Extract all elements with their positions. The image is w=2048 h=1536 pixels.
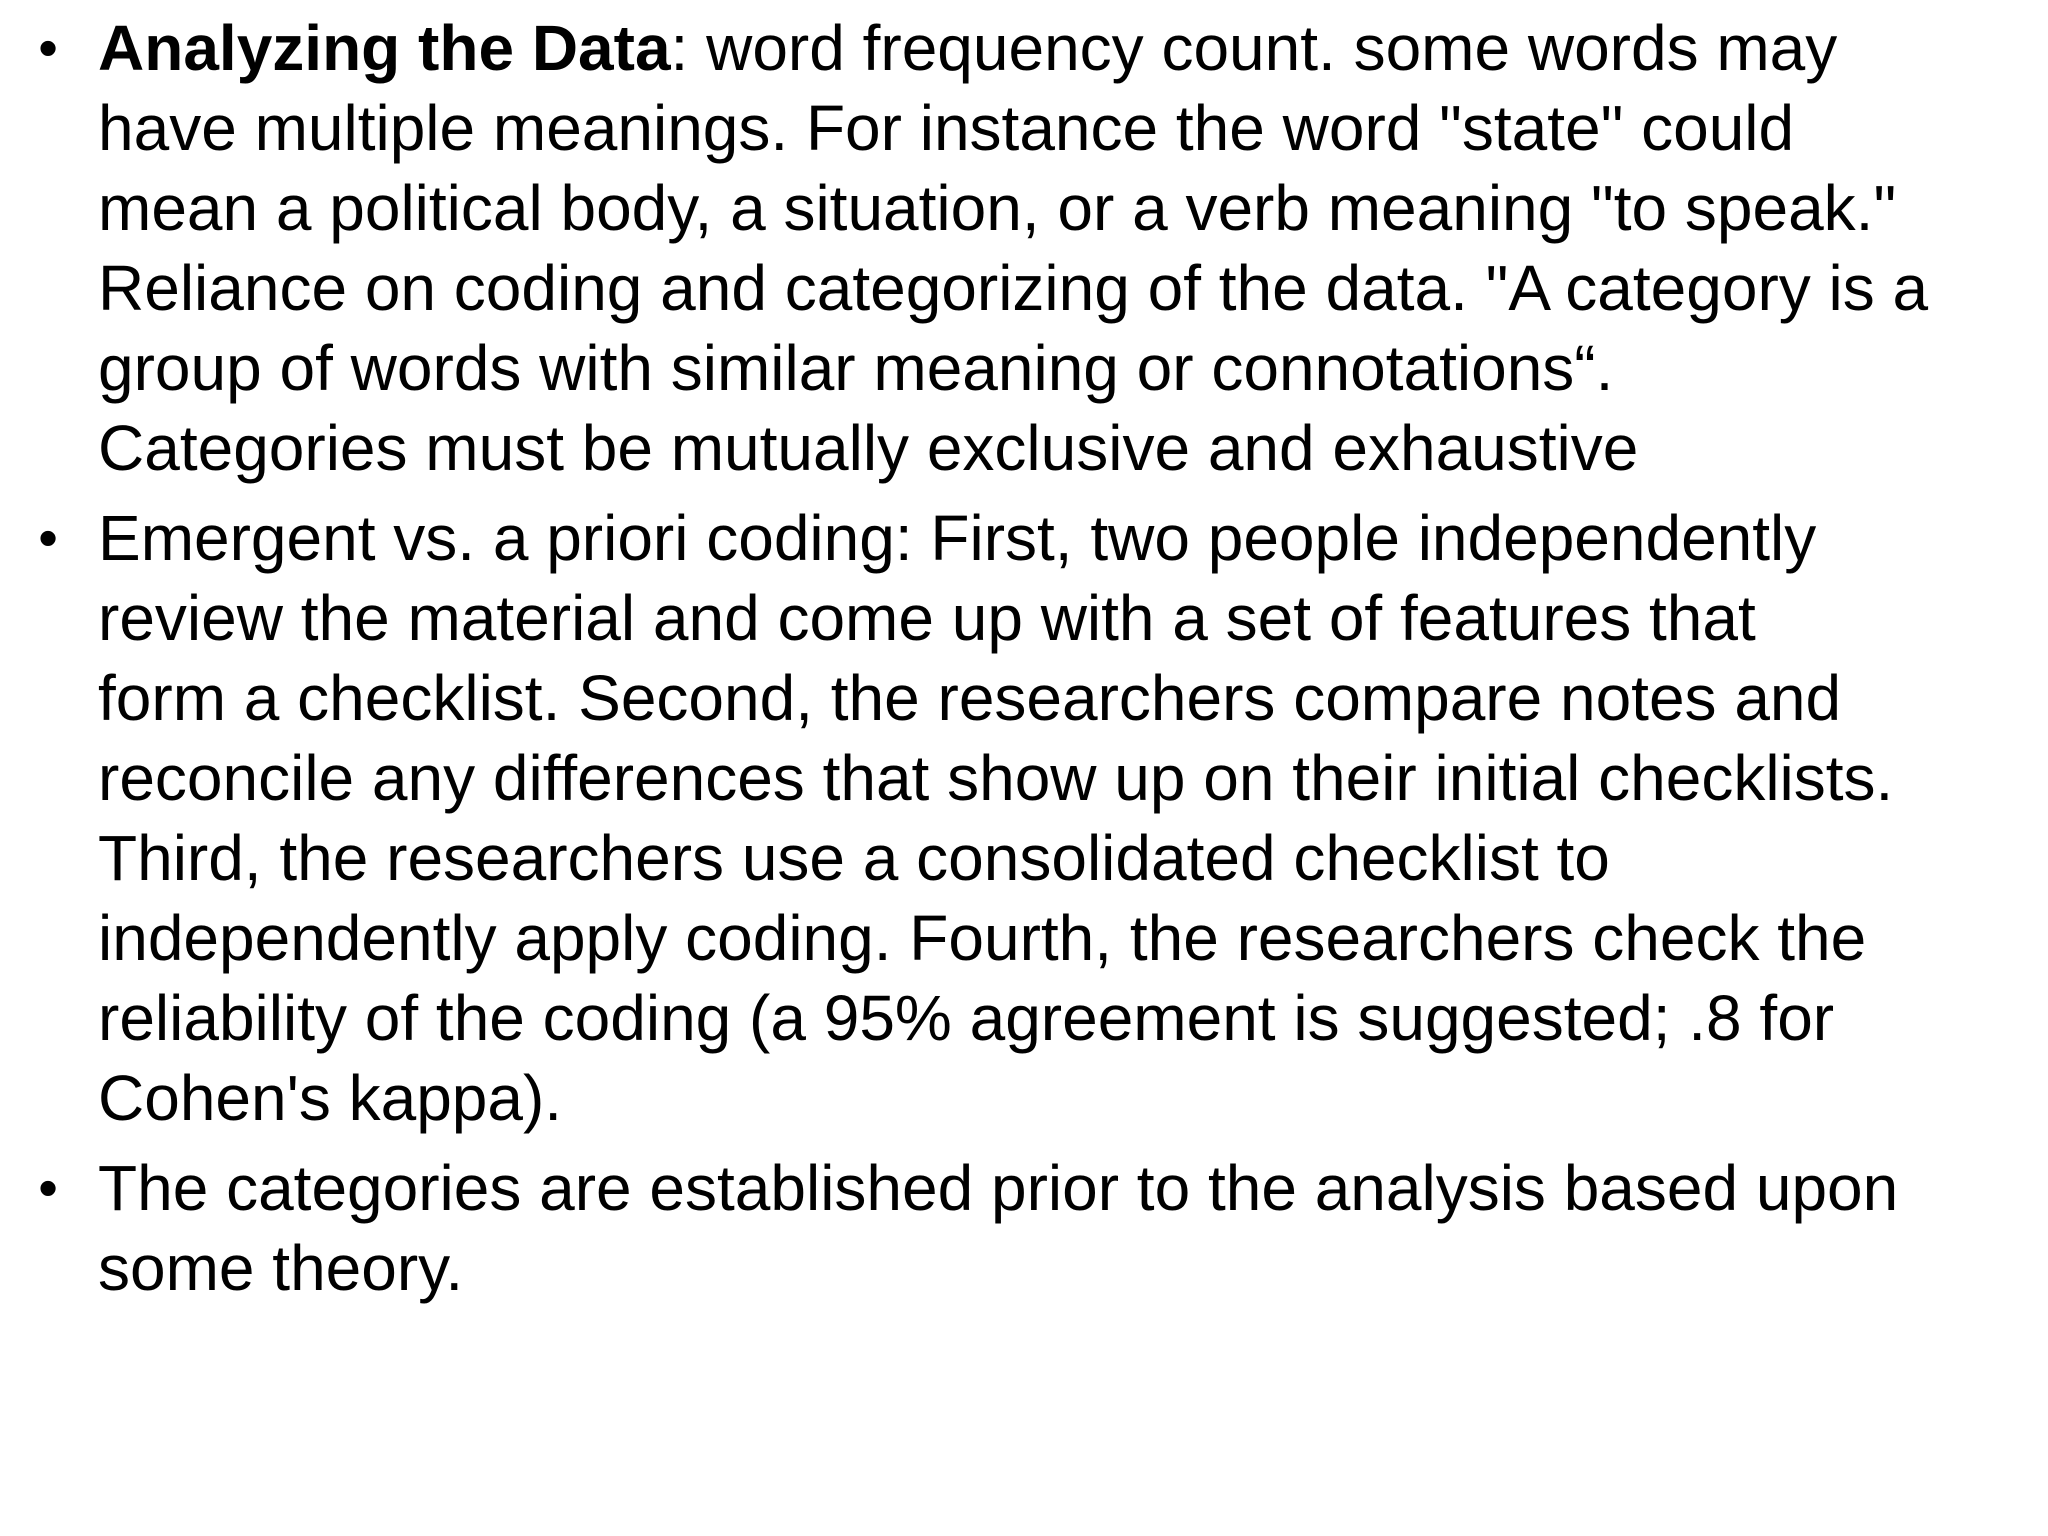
bullet-line: have multiple meanings. For instance the word "state" could [98,92,1795,164]
bold-lead-text: Analyzing the Data [98,12,671,84]
bullet-line: mean a political body, a situation, or a verb meaning "to speak." [98,172,1897,244]
bullet-icon: • [38,506,58,569]
bullet-line: form a checklist. Second, the researchers compare notes and [98,662,1842,734]
bullet-line: reconcile any differences that show up on their initial checklists. [98,742,1894,814]
bullet-line: some theory. [98,1232,464,1304]
bullet-line: independently apply coding. Fourth, the researchers check the [98,902,1867,974]
bullet-icon: • [38,16,58,79]
bullet-line: The categories are established prior to the analysis based upon [98,1152,1899,1224]
bullet-analyzing-data [0,8,2048,488]
bullet-line: group of words with similar meaning or connotations“. [98,332,1614,404]
bullet-list [0,8,2048,1318]
bullet-a-priori-categories [0,1148,2048,1308]
bullet-line [98,8,2028,88]
bullet-line: Reliance on coding and categorizing of the data. "A category is a [98,252,1929,324]
bullet-line: Third, the researchers use a consolidated checklist to [98,822,1610,894]
bullet-line: review the material and come up with a set of features that [98,582,1756,654]
line-text: : word frequency count. some words may [670,12,1838,84]
bullet-line: Emergent vs. a priori coding: First, two people independently [98,502,1817,574]
bullet-icon: • [38,1156,58,1219]
bullet-emergent-coding [0,498,2048,1138]
bullet-line: reliability of the coding (a 95% agreement is suggested; .8 for [98,982,1835,1054]
bullet-line: Cohen's kappa). [98,1062,563,1134]
bullet-line: Categories must be mutually exclusive and exhaustive [98,412,1639,484]
